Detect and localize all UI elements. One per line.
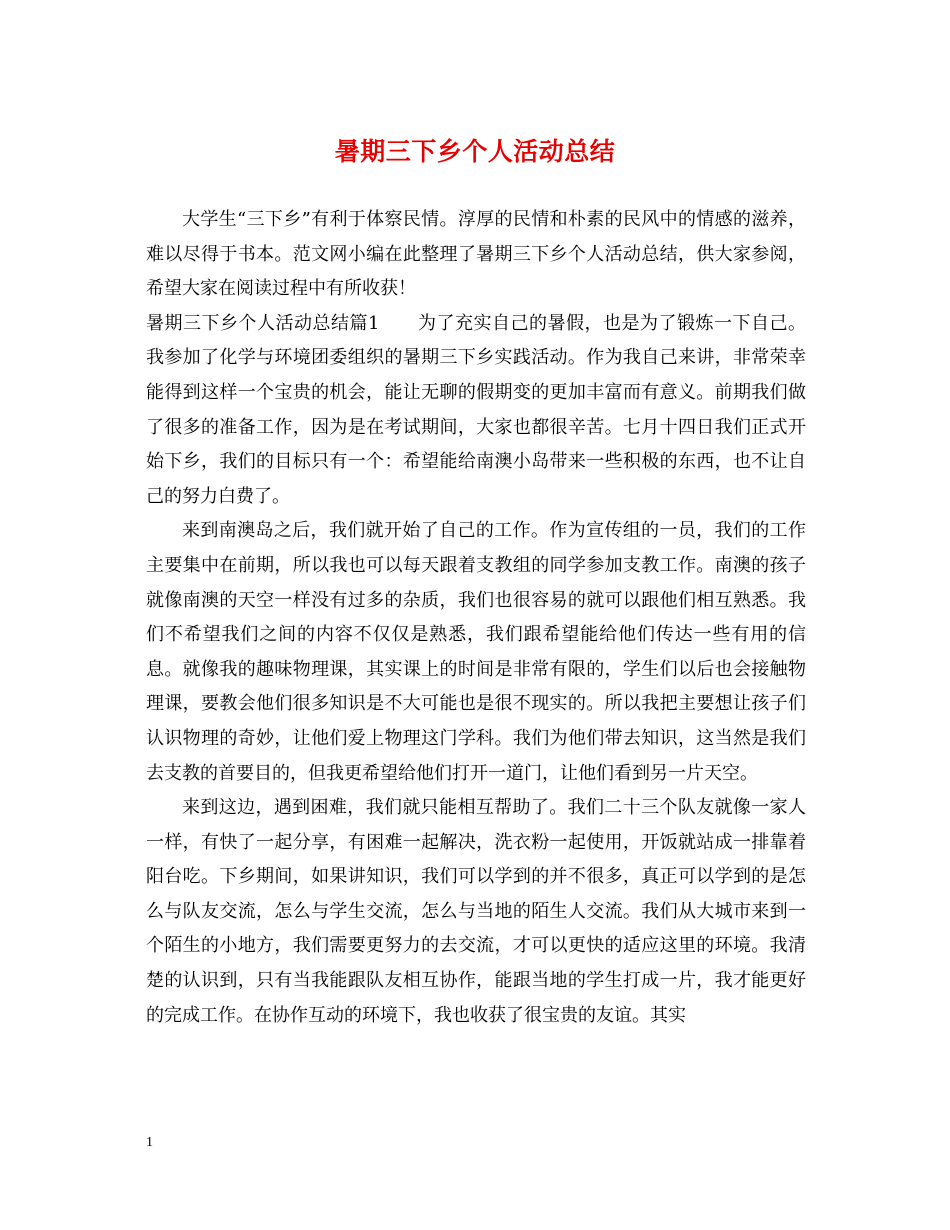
section-text: 为了充实自己的暑假，也是为了锻炼一下自己。我参加了化学与环境团委组织的暑期三下乡实践活动。作为我自己来讲，非常荣幸能得到这样一个宝贵的机会，能让无聊的假期变的更加丰富而有意义。前期我们做了很多的准备工作，因为是在考试期间，大家也都很辛苦。七月十四日我们正式开始下乡，我们的目标只有一个：希望能给南澳小岛带来一些积极的东西，也不让自己的努力白费了。 (146, 312, 806, 507)
document-title: 暑期三下乡个人活动总结 (334, 137, 616, 166)
intro-paragraph: 大学生“三下乡”有利于体察民情。淳厚的民情和朴素的民风中的情感的滋养，难以尽得于书本。范文网小编在此整理了暑期三下乡个人活动总结，供大家参阅，希望大家在阅读过程中有所收获！ (146, 209, 806, 300)
body-paragraph-3: 来到这边，遇到困难，我们就只能相互帮助了。我们二十三个队友就像一家人一样，有快了一起分享，有困难一起解决，洗衣粉一起使用，开饭就站成一排靠着阳台吃。下乡期间，如果讲知识，我们可以学到的并不很多，真正可以学到的是怎么与队友交流，怎么与学生交流，怎么与当地的陌生人交流。我们从大城市来到一个陌生的小地方，我们需要更努力的去交流，才可以更快的适应这里的环境。我清楚的认识到，只有当我能跟队友相互协作，能跟当地的学生打成一片，我才能更好的完成工作。在协作互动的环境下，我也收获了很宝贵的友谊。其实 (146, 797, 806, 1026)
page-number: 1 (146, 1135, 153, 1150)
section-paragraph (146, 307, 806, 515)
body-paragraph-2: 来到南澳岛之后，我们就开始了自己的工作。作为宣传组的一员，我们的工作主要集中在前期，所以我也可以每天跟着支教组的同学参加支教工作。南澳的孩子就像南澳的天空一样没有过多的杂质，我们也很容易的就可以跟他们相互熟悉。我们不希望我们之间的内容不仅仅是熟悉，我们跟希望能给他们传达一些有用的信息。就像我的趣味物理课，其实课上的时间是非常有限的，学生们以后也会接触物理课，要教会他们很多知识是不大可能也是很不现实的。所以我把主要想让孩子们认识物理的奇妙，让他们爱上物理这门学科。我们为他们带去知识，这当然是我们去支教的首要目的，但我更希望给他们打开一道门，让他们看到另一片天空。 (146, 520, 806, 784)
document-body (146, 203, 806, 1033)
section-heading: 暑期三下乡个人活动总结篇1 (146, 312, 380, 334)
